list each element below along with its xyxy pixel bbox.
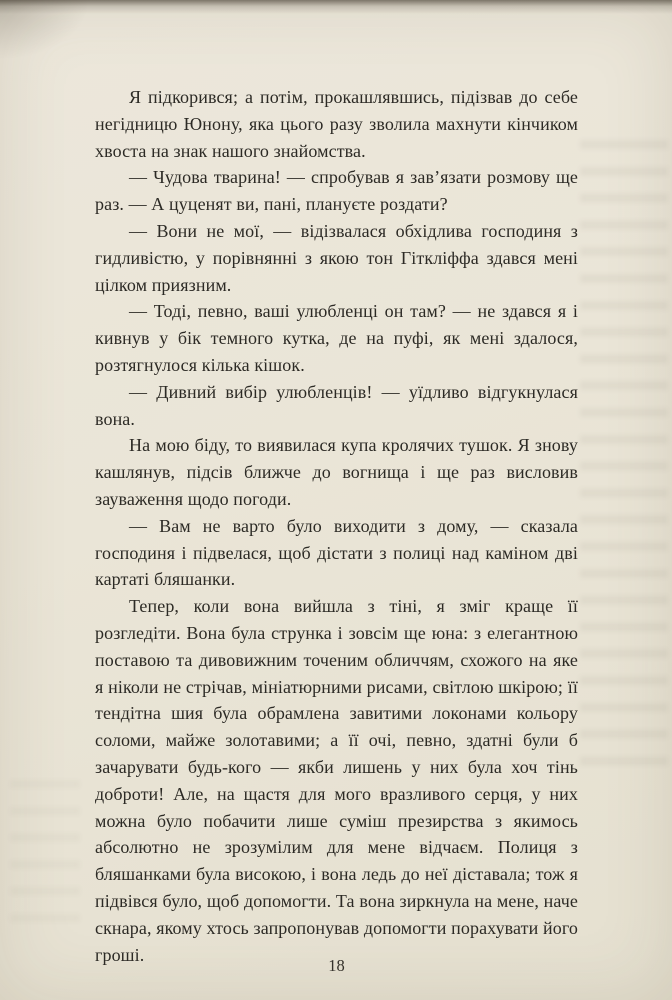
page-text bbox=[95, 84, 578, 968]
reverse-side-show-through-left bbox=[10, 780, 80, 940]
paragraph-dialogue: — Тоді, певно, ваші улюбленці он там? — не здався я і кивнув у бік темного кутка, де на пуфі, як мені здалося, розтягнулося кілька кішок. bbox=[95, 301, 578, 375]
page-number: 18 bbox=[328, 956, 345, 975]
page-top-shadow bbox=[0, 0, 672, 14]
paragraph-dialogue: — Вони не мої, — відізвалася обхідлива господиня з гидливістю, у порівнянні з якою тон Гіткліффа здався мені цілком приязним. bbox=[95, 220, 578, 295]
page-corner-shadow bbox=[0, 0, 90, 60]
paragraph-dialogue: — Дивний вибір улюбленців! — уїдливо відгукнулася вона. bbox=[95, 381, 578, 429]
paragraph-dialogue: — Вам не варто було виходити з дому, — сказала господиня і підвелася, щоб дістати з полиці над каміном дві картаті бляшанки. bbox=[95, 515, 578, 590]
paragraph: Тепер, коли вона вийшла з тіні, я зміг краще її розгледіти. Вона була струнка і зовсім ще юна: з елегантною поставою та дивовижним точеним обличчям, схожого на яке я ніколи не стрічав, мініатюрними рисами, світлою шкірою; її тендітна шия була обрамлена завитими локонами кольору соломи, майже золотавими; а її очі, певно, здатні були б зачарувати будь-кого — якби лишень у них була хоч тінь доброти! Але, на щастя для мого вразливого серця, у них можна було побачити лише суміш презирства з якимось абсолютно не зрозумілим для мене відчаєм. Полиця з бляшанками була високою, і вона ледь до неї діставала; тож я підвівся було, щоб допомогти. Та вона зиркнула на мене, наче скнара, якому хтось запропонував допомогти порахувати його гроші. bbox=[95, 596, 578, 965]
reverse-side-show-through bbox=[580, 140, 668, 780]
paragraph: На мою біду, то виявилася купа кролячих тушок. Я знову кашлянув, підсів ближче до вогнища і ще раз висловив зауваження щодо погоди. bbox=[95, 435, 578, 509]
paragraph-dialogue: — Чудова тварина! — спробував я зав’язати розмову ще раз. — А цуценят ви, пані, плануєте роздати? bbox=[95, 167, 578, 215]
paragraph: Я підкорився; а потім, прокашлявшись, підізвав до себе негідницю Юнону, яка цього разу зволила махнути кінчиком хвоста на знак нашого знайомства. bbox=[95, 87, 578, 161]
